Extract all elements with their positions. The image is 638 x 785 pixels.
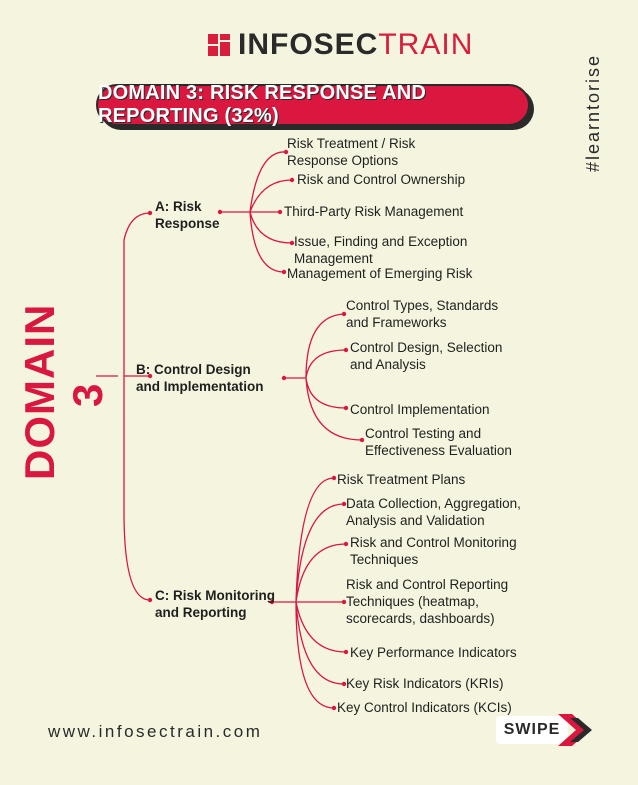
item-line: Risk Treatment / Risk (287, 136, 416, 151)
section-a-item-3 (284, 203, 463, 220)
section-c-item-7 (337, 699, 512, 716)
section-b-title-line1: B: Control Design (136, 362, 251, 377)
node-dot (282, 376, 286, 380)
domain-label: DOMAIN 3 (16, 303, 111, 480)
item-line: Data Collection, Aggregation, (346, 496, 521, 511)
section-b-title-line2: and Implementation (136, 379, 264, 394)
section-c-item-2 (346, 495, 521, 529)
item-line: Control Testing and (365, 426, 482, 441)
item-line: Analysis and Validation (346, 513, 485, 528)
section-b-item-1 (346, 297, 498, 331)
item-line: Risk and Control Monitoring (350, 535, 517, 550)
swipe-button[interactable]: SWIPE (496, 716, 568, 744)
node-dot (282, 270, 286, 274)
node-dot (344, 406, 348, 410)
section-a-item-4 (294, 233, 467, 267)
item-line: Control Types, Standards (346, 298, 499, 313)
item-line: Control Design, Selection (350, 340, 503, 355)
section-a-item-2 (297, 171, 465, 188)
swipe-arrow-icon (556, 710, 600, 750)
branch-b (284, 314, 362, 440)
item-line: Risk and Control Ownership (297, 172, 466, 187)
section-a-item-1 (287, 135, 415, 169)
item-line: Management of Emerging Risk (287, 266, 473, 281)
section-c-title-line1: C: Risk Monitoring (155, 588, 275, 603)
section-c-title-line2: and Reporting (155, 605, 247, 620)
node-dot (332, 476, 336, 480)
item-line: Risk Treatment Plans (337, 472, 466, 487)
node-dot (332, 706, 336, 710)
item-line: Management (294, 251, 373, 266)
trunk-branches (124, 213, 150, 600)
node-dot (344, 542, 348, 546)
node-dot (344, 650, 348, 654)
item-line: Techniques (350, 552, 419, 567)
item-line: Control Implementation (350, 402, 490, 417)
banner-title: DOMAIN 3: RISK RESPONSE AND REPORTING (32%) (98, 82, 427, 127)
section-c-item-6 (346, 675, 504, 692)
item-line: Response Options (287, 153, 399, 168)
item-line: Third-Party Risk Management (284, 204, 464, 219)
section-b-item-4 (365, 425, 512, 459)
section-a-title-line2: Response (155, 216, 220, 231)
section-c-item-1 (337, 471, 465, 488)
section-b-item-2 (350, 339, 502, 373)
section-c-item-5 (350, 644, 517, 661)
node-dot (278, 210, 282, 214)
section-a-item-5 (287, 265, 472, 282)
item-line: Effectiveness Evaluation (365, 443, 512, 458)
item-line: and Analysis (350, 357, 426, 372)
node-dot (344, 348, 348, 352)
item-line: Key Risk Indicators (KRIs) (346, 676, 504, 691)
logo-text-main: INFOSEC (238, 28, 379, 61)
section-c-title (155, 587, 275, 621)
section-c-item-3 (350, 534, 517, 568)
node-dot (290, 178, 294, 182)
item-line: scorecards, dashboards) (346, 611, 495, 626)
item-line: and Frameworks (346, 315, 447, 330)
section-b-title (136, 361, 264, 395)
section-a-title (155, 198, 220, 232)
section-c-item-4 (346, 576, 508, 627)
website-url[interactable]: www.infosectrain.com (48, 722, 263, 741)
item-line: Key Control Indicators (KCIs) (337, 700, 512, 715)
item-line: Issue, Finding and Exception (294, 234, 468, 249)
logo-text-accent: TRAIN (378, 28, 474, 61)
section-b-item-3 (350, 401, 490, 418)
section-a-title-line1: A: Risk (155, 199, 202, 214)
item-line: Risk and Control Reporting (346, 577, 509, 592)
item-line: Key Performance Indicators (350, 645, 517, 660)
node-dot (148, 598, 152, 602)
item-line: Techniques (heatmap, (346, 594, 479, 609)
node-dot (148, 211, 152, 215)
node-dot (360, 438, 364, 442)
branch-c (272, 478, 346, 708)
hashtag: #learntorise (583, 53, 603, 173)
